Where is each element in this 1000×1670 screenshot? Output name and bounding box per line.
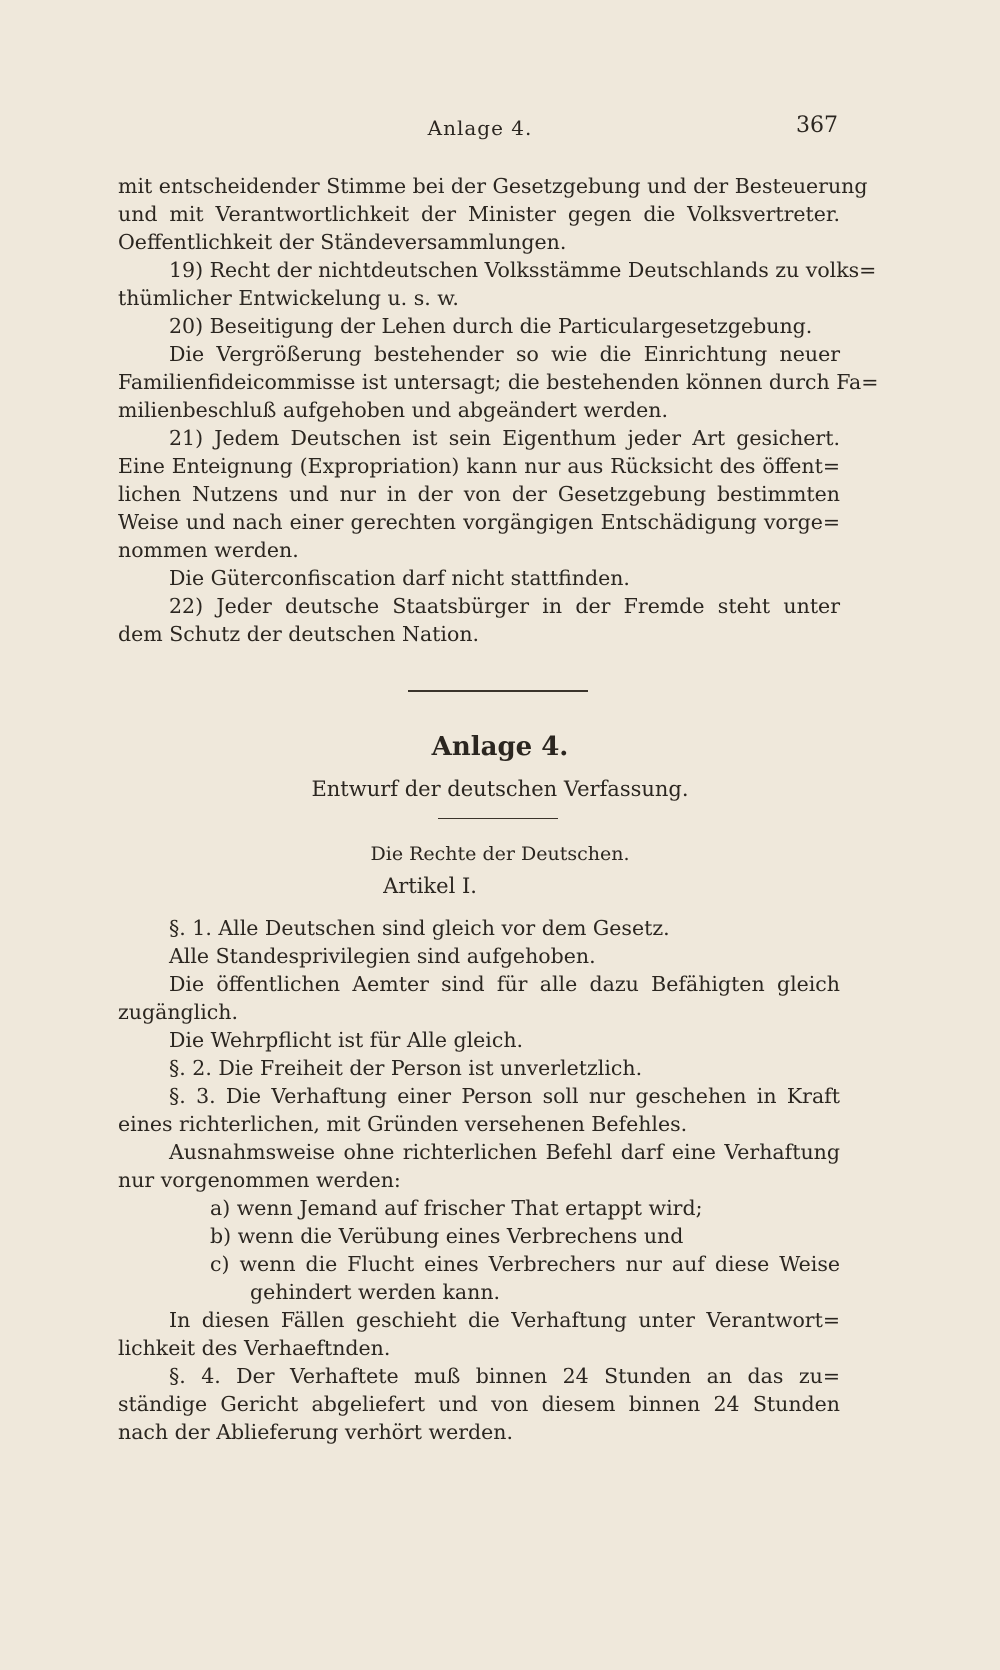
subtitle-divider bbox=[438, 818, 558, 819]
text-line: mit entscheidender Stimme bei der Gesetzgebung und der Besteuerung bbox=[118, 174, 868, 198]
text-line: 20) Beseitigung der Lehen durch die Particulargesetzgebung. bbox=[169, 314, 813, 338]
text-line: nach der Ablieferung verhört werden. bbox=[118, 1420, 513, 1444]
text-line: thümlicher Entwickelung u. s. w. bbox=[118, 286, 459, 310]
text-line: §. 2. Die Freiheit der Person ist unverletzlich. bbox=[169, 1056, 643, 1080]
running-title: Anlage 4. bbox=[427, 116, 533, 140]
text-line: zugänglich. bbox=[118, 1000, 238, 1024]
text-line: dem Schutz der deutschen Nation. bbox=[118, 622, 480, 646]
text-line: Die Wehrpflicht ist für Alle gleich. bbox=[169, 1028, 524, 1052]
article-heading: Artikel I. bbox=[383, 874, 477, 898]
text-line: eines richterlichen, mit Gründen versehenen Befehles. bbox=[118, 1112, 688, 1136]
section-title: Anlage 4. bbox=[431, 732, 569, 762]
text-line: ständige Gericht abgeliefert und von diesem binnen 24 Stunden bbox=[118, 1392, 840, 1416]
text-line: 22) Jeder deutsche Staatsbürger in der Fremde steht unter bbox=[169, 594, 840, 618]
text-line: Familienfideicommisse ist untersagt; die bestehenden können durch Fa= bbox=[118, 370, 879, 394]
text-line: Die Güterconfiscation darf nicht stattfinden. bbox=[169, 566, 630, 590]
text-line: 19) Recht der nichtdeutschen Volksstämme Deutschlands zu volks= bbox=[169, 258, 877, 282]
section-subtitle: Entwurf der deutschen Verfassung. bbox=[311, 777, 689, 801]
text-line: Ausnahmsweise ohne richterlichen Befehl darf eine Verhaftung bbox=[169, 1140, 840, 1164]
text-line: b) wenn die Verübung eines Verbrechens und bbox=[210, 1224, 684, 1248]
page-number: 367 bbox=[796, 113, 838, 138]
section-divider bbox=[408, 690, 588, 692]
text-line: In diesen Fällen geschieht die Verhaftung unter Verantwort= bbox=[169, 1308, 840, 1332]
text-line: Oeffentlichkeit der Ständeversammlungen. bbox=[118, 230, 567, 254]
text-line: a) wenn Jemand auf frischer That ertappt wird; bbox=[210, 1196, 703, 1220]
text-line: 21) Jedem Deutschen ist sein Eigenthum jeder Art gesichert. bbox=[169, 426, 840, 450]
text-line: lichkeit des Verhaeftnden. bbox=[118, 1336, 391, 1360]
text-line: Weise und nach einer gerechten vorgängigen Entschädigung vorge= bbox=[118, 510, 840, 534]
text-line: nommen werden. bbox=[118, 538, 299, 562]
text-line: und mit Verantwortlichkeit der Minister gegen die Volksvertreter. bbox=[118, 202, 840, 226]
text-line: nur vorgenommen werden: bbox=[118, 1168, 401, 1192]
text-line: §. 1. Alle Deutschen sind gleich vor dem Gesetz. bbox=[169, 916, 670, 940]
text-line: Eine Enteignung (Expropriation) kann nur aus Rücksicht des öffent= bbox=[118, 454, 840, 478]
text-line: c) wenn die Flucht eines Verbrechers nur auf diese Weise bbox=[210, 1252, 840, 1276]
text-line: Die öffentlichen Aemter sind für alle dazu Befähigten gleich bbox=[169, 972, 840, 996]
text-line: §. 3. Die Verhaftung einer Person soll nur geschehen in Kraft bbox=[169, 1084, 840, 1108]
text-line: gehindert werden kann. bbox=[250, 1280, 501, 1304]
part-heading: Die Rechte der Deutschen. bbox=[370, 843, 630, 865]
text-line: lichen Nutzens und nur in der von der Gesetzgebung bestimmten bbox=[118, 482, 840, 506]
text-line: Die Vergrößerung bestehender so wie die Einrichtung neuer bbox=[169, 342, 840, 366]
text-line: milienbeschluß aufgehoben und abgeändert werden. bbox=[118, 398, 668, 422]
text-line: §. 4. Der Verhaftete muß binnen 24 Stunden an das zu= bbox=[169, 1364, 840, 1388]
text-line: Alle Standesprivilegien sind aufgehoben. bbox=[169, 944, 596, 968]
